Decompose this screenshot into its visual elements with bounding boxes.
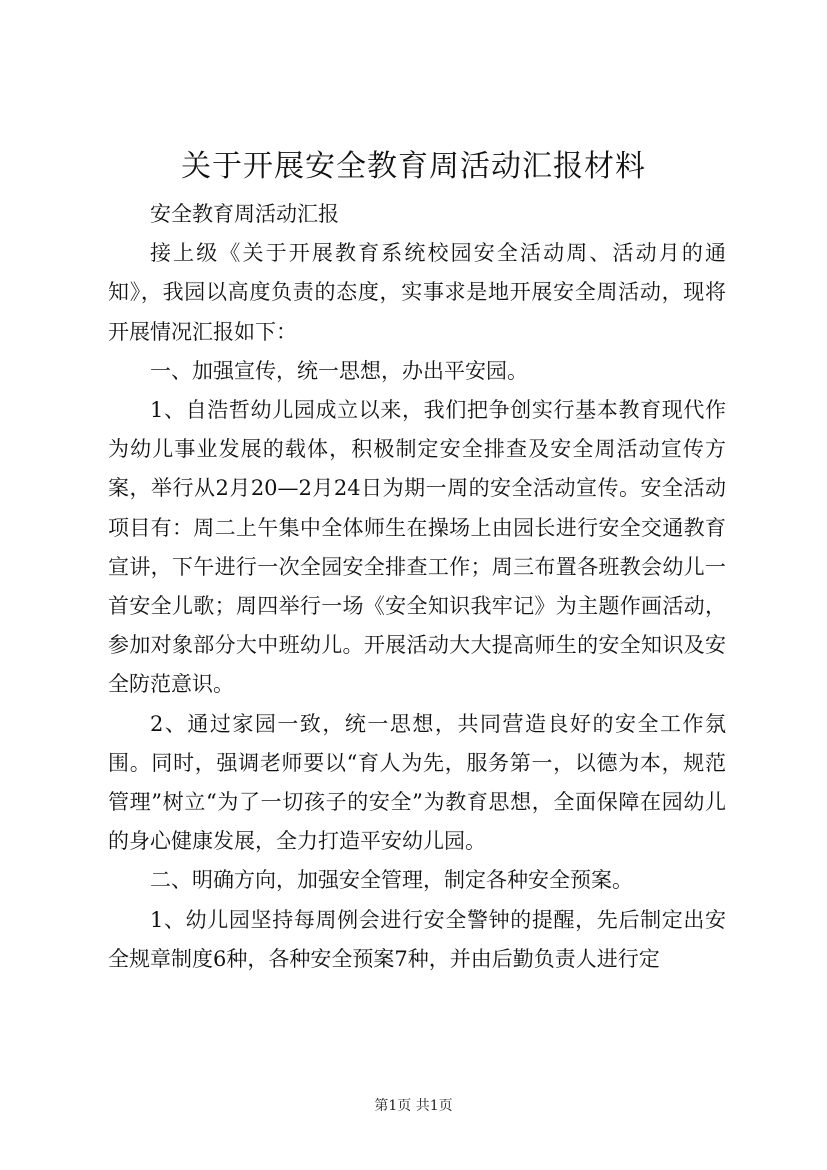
paragraph-subtitle: 安全教育周活动汇报 [150,202,339,226]
document-body [108,195,726,979]
paragraph-2-1: 1、幼儿园坚持每周例会进行安全警钟的提醒，先后制定出安全规章制度6种，各种安全预案7种，并由后勤负责人进行定 [108,907,726,971]
paragraph-intro: 接上级《关于开展教育系统校园安全活动周、活动月的通知》，我园以高度负责的态度，实事求是地开展安全周活动，现将开展情况汇报如下： [108,241,726,344]
paragraph-1-2: 2、通过家园一致，统一思想，共同营造良好的安全工作氛围。同时，强调老师要以“育人为先，服务第一，以德为本，规范管理”树立“为了一切孩子的安全”为教育思想，全面保障在园幼儿的身心健康发展，全力打造平安幼儿园。 [108,711,726,854]
page-footer: 第1页 共1页 [374,1098,453,1114]
document-title: 关于开展安全教育周活动汇报材料 [181,149,646,184]
section-heading-2: 二、明确方向，加强安全管理，制定各种安全预案。 [150,868,633,893]
section-heading-1: 一、加强宣传，统一思想，办出平安园。 [150,358,528,383]
paragraph-1-1: 1、自浩哲幼儿园成立以来，我们把争创实行基本教育现代作为幼儿事业发展的载体，积极制定安全排查及安全周活动宣传方案，举行从2月20—2月24日为期一周的安全活动宣传。安全活动项目有：周二上午集中全体师生在操场上由园长进行安全交通教育宣讲，下午进行一次全园安全排查工作；周三布置各班教会幼儿一首安全儿歌；周四举行一场《安全知识我牢记》为主题作画活动，参加对象部分大中班幼儿。开展活动大大提高师生的安全知识及安全防范意识。 [108,398,726,697]
